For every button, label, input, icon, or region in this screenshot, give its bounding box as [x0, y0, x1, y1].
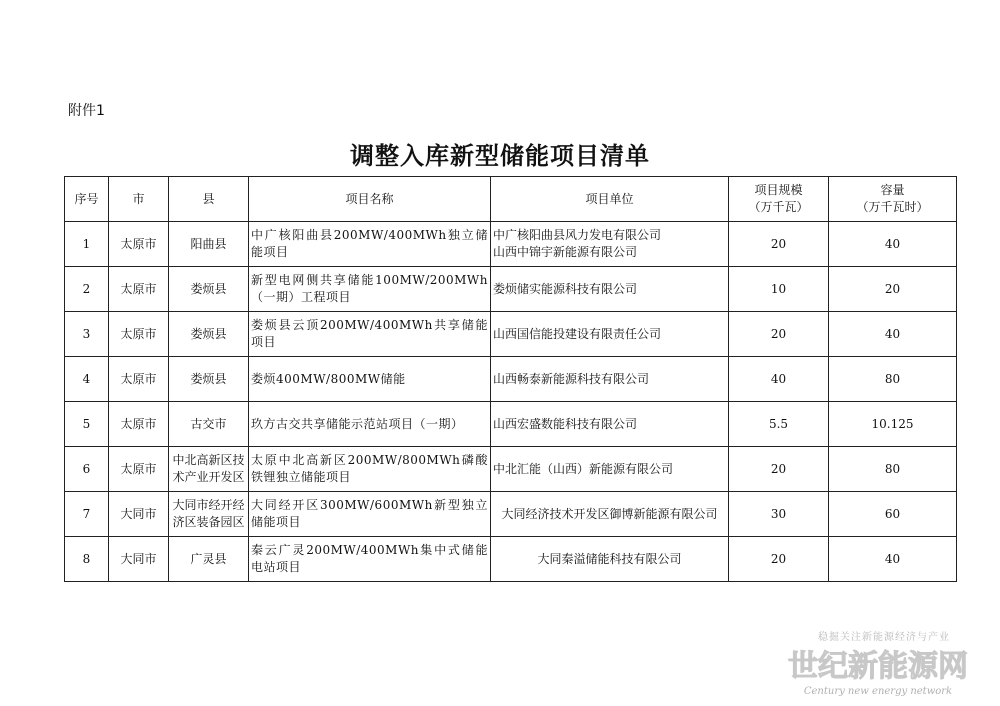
- watermark-brand-en: Century new energy network: [803, 686, 953, 697]
- cell-project-unit: 大同经济技术开发区御博新能源有限公司: [491, 492, 729, 537]
- cell-no: 4: [65, 357, 109, 402]
- cell-no: 3: [65, 312, 109, 357]
- cell-city: 太原市: [109, 267, 169, 312]
- cell-no: 2: [65, 267, 109, 312]
- cell-scale: 10: [729, 267, 829, 312]
- table-row: [65, 447, 957, 492]
- cell-city: 太原市: [109, 222, 169, 267]
- header-city: 市: [109, 177, 169, 222]
- cell-capacity: 10.125: [829, 402, 957, 447]
- cell-scale: 20: [729, 222, 829, 267]
- cell-capacity: 80: [829, 447, 957, 492]
- cell-project-name: 玖方古交共享储能示范站项目（一期）: [249, 402, 491, 447]
- table-body: [65, 222, 957, 582]
- cell-county: 广灵县: [169, 537, 249, 582]
- table-row: [65, 312, 957, 357]
- cell-scale: 30: [729, 492, 829, 537]
- cell-scale: 5.5: [729, 402, 829, 447]
- table-row: [65, 267, 957, 312]
- cell-county: 娄烦县: [169, 267, 249, 312]
- cell-county: 中北高新区技术产业开发区: [169, 447, 249, 492]
- cell-project-name: 娄烦县云顶200MW/400MWh共享储能项目: [249, 312, 491, 357]
- header-no: 序号: [65, 177, 109, 222]
- table-header-row: [65, 177, 957, 222]
- header-county: 县: [169, 177, 249, 222]
- table-header: [65, 177, 957, 222]
- cell-scale: 20: [729, 312, 829, 357]
- cell-project-unit: 大同秦溢储能科技有限公司: [491, 537, 729, 582]
- cell-county: 大同市经开经济区装备园区: [169, 492, 249, 537]
- table-row: [65, 492, 957, 537]
- cell-no: 7: [65, 492, 109, 537]
- cell-capacity: 40: [829, 222, 957, 267]
- cell-project-unit: 山西宏盛数能科技有限公司: [491, 402, 729, 447]
- cell-no: 6: [65, 447, 109, 492]
- cell-scale: 20: [729, 447, 829, 492]
- cell-no: 8: [65, 537, 109, 582]
- cell-capacity: 60: [829, 492, 957, 537]
- cell-project-name: 娄烦400MW/800MW储能: [249, 357, 491, 402]
- cell-project-unit: 山西畅泰新能源科技有限公司: [491, 357, 729, 402]
- header-scale-line1: 项目规模: [754, 183, 803, 197]
- header-scale: [729, 177, 829, 222]
- cell-capacity: 80: [829, 357, 957, 402]
- cell-capacity: 40: [829, 312, 957, 357]
- watermark-brand: 世纪新能源网: [788, 649, 968, 684]
- header-capacity-line1: 容量: [880, 183, 905, 197]
- watermark-logo: [768, 640, 988, 700]
- cell-city: 太原市: [109, 312, 169, 357]
- cell-city: 大同市: [109, 537, 169, 582]
- project-table: [64, 176, 957, 582]
- cell-no: 5: [65, 402, 109, 447]
- cell-city: 太原市: [109, 447, 169, 492]
- attachment-label: 附件1: [68, 103, 105, 119]
- cell-unit-line1: 中广核阳曲县风力发电有限公司: [493, 228, 662, 242]
- header-project-unit: 项目单位: [491, 177, 729, 222]
- cell-project-unit: 山西国信能投建设有限责任公司: [491, 312, 729, 357]
- cell-project-unit: [491, 222, 729, 267]
- cell-project-name: 大同经开区300MW/600MWh新型独立储能项目: [249, 492, 491, 537]
- table-row: [65, 222, 957, 267]
- cell-city: 太原市: [109, 357, 169, 402]
- cell-project-name: 太原中北高新区200MW/800MWh磷酸铁锂独立储能项目: [249, 447, 491, 492]
- header-project-name: 项目名称: [249, 177, 491, 222]
- cell-no: 1: [65, 222, 109, 267]
- table-row: [65, 357, 957, 402]
- watermark-tagline: 稳掘关注新能源经济与产业: [818, 632, 950, 643]
- cell-county: 娄烦县: [169, 357, 249, 402]
- table-row: [65, 537, 957, 582]
- header-capacity: [829, 177, 957, 222]
- cell-project-name: 中广核阳曲县200MW/400MWh独立储能项目: [249, 222, 491, 267]
- header-capacity-line2: （万千瓦时）: [856, 200, 929, 214]
- cell-city: 大同市: [109, 492, 169, 537]
- cell-capacity: 20: [829, 267, 957, 312]
- header-scale-line2: （万千瓦）: [748, 200, 809, 214]
- page-title: 调整入库新型储能项目清单: [350, 141, 650, 170]
- cell-project-unit: 中北汇能（山西）新能源有限公司: [491, 447, 729, 492]
- table-row: [65, 402, 957, 447]
- cell-city: 太原市: [109, 402, 169, 447]
- cell-project-name: 新型电网侧共享储能100MW/200MWh（一期）工程项目: [249, 267, 491, 312]
- cell-county: 古交市: [169, 402, 249, 447]
- cell-county: 阳曲县: [169, 222, 249, 267]
- cell-project-unit: 娄烦储实能源科技有限公司: [491, 267, 729, 312]
- cell-scale: 20: [729, 537, 829, 582]
- cell-county: 娄烦县: [169, 312, 249, 357]
- cell-capacity: 40: [829, 537, 957, 582]
- cell-unit-line2: 山西中锦宇新能源有限公司: [493, 245, 638, 259]
- cell-scale: 40: [729, 357, 829, 402]
- cell-project-name: 秦云广灵200MW/400MWh集中式储能电站项目: [249, 537, 491, 582]
